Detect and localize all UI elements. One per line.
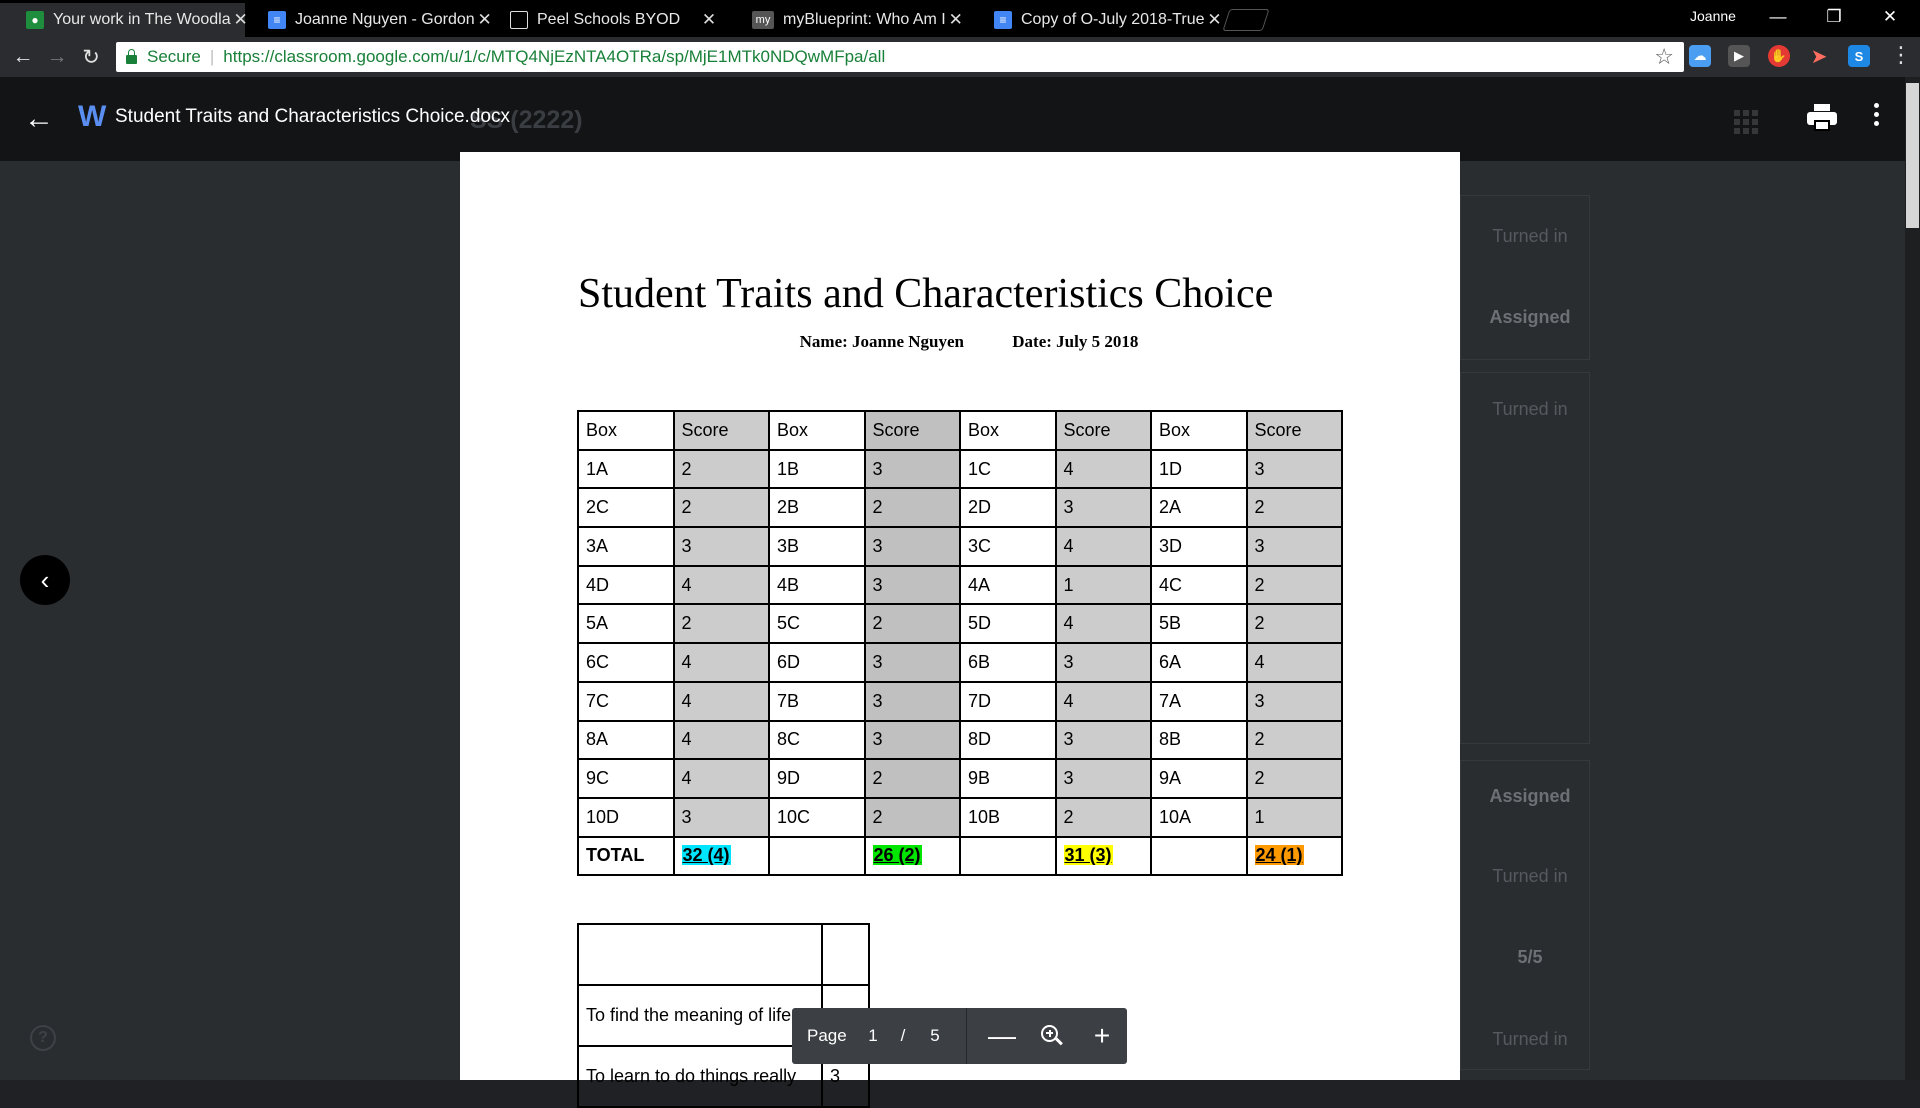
table-cell: 3 — [865, 527, 961, 566]
table-cell: 3D — [1151, 527, 1247, 566]
column-header: Box — [578, 411, 674, 450]
table-cell: 4B — [769, 566, 865, 605]
goal-value — [822, 924, 869, 985]
table-cell: 4D — [578, 566, 674, 605]
table-row — [578, 721, 1342, 760]
table-cell: 3 — [1056, 488, 1152, 527]
myblueprint-icon: my — [752, 11, 774, 29]
print-icon[interactable] — [1807, 104, 1837, 132]
table-cell: 2B — [769, 488, 865, 527]
goal-value: 3 — [822, 1046, 869, 1107]
share-extension-icon[interactable]: ➤ — [1810, 45, 1828, 68]
skype-extension-icon[interactable]: S — [1848, 45, 1870, 67]
tab-title: Your work in The Woodla — [53, 11, 231, 28]
table-cell: 1B — [769, 450, 865, 489]
table-cell: 1A — [578, 450, 674, 489]
secure-label: Secure — [147, 47, 201, 66]
status-text: Turned in — [1492, 866, 1568, 886]
student-name: Name: Joanne Nguyen — [799, 332, 964, 351]
table-cell: 4 — [674, 759, 770, 798]
docs-icon: ≡ — [994, 11, 1012, 29]
browser-toolbar — [0, 37, 1920, 77]
background-course-title: SS (2222) — [470, 106, 583, 134]
total-score: 31 (3) — [1064, 845, 1112, 866]
goal-label: To find the meaning of life — [578, 985, 822, 1046]
bookmark-star-icon[interactable]: ☆ — [1654, 44, 1674, 69]
close-icon[interactable]: ✕ — [477, 10, 492, 29]
table-cell: 3 — [1247, 527, 1343, 566]
table-cell: 3 — [1056, 721, 1152, 760]
page-label: Page — [807, 1026, 847, 1045]
table-cell: 10A — [1151, 798, 1247, 837]
total-score: 32 (4) — [682, 845, 730, 866]
empty-cell — [1151, 837, 1247, 876]
total-score-cell — [674, 837, 770, 876]
table-cell: 8D — [960, 721, 1056, 760]
browser-tab[interactable] — [726, 3, 971, 37]
table-cell: 2 — [1247, 604, 1343, 643]
status-text: Assigned — [1489, 786, 1571, 806]
table-cell: 4C — [1151, 566, 1247, 605]
window-close-icon[interactable]: ✕ — [1882, 7, 1898, 26]
empty-cell — [769, 837, 865, 876]
table-row — [578, 759, 1342, 798]
address-bar[interactable] — [116, 42, 1684, 72]
total-score: 24 (1) — [1255, 845, 1303, 866]
table-row — [578, 682, 1342, 721]
zoom-icon — [1041, 1025, 1063, 1047]
table-cell: 8B — [1151, 721, 1247, 760]
tab-title: Copy of O-July 2018-True — [1021, 11, 1205, 28]
total-score-cell — [1056, 837, 1152, 876]
table-row — [578, 604, 1342, 643]
tab-strip — [0, 0, 1920, 37]
table-row — [578, 798, 1342, 837]
status-text: Turned in — [1492, 226, 1568, 246]
table-row — [578, 450, 1342, 489]
table-cell: 3 — [865, 643, 961, 682]
table-cell: 3A — [578, 527, 674, 566]
table-cell: 4 — [674, 682, 770, 721]
total-row — [578, 837, 1342, 876]
plus-icon: + — [1093, 1020, 1111, 1051]
table-cell: 2 — [1056, 798, 1152, 837]
status-text: Turned in — [1492, 399, 1568, 419]
url-text[interactable]: https://classroom.google.com/u/1/c/MTQ4NjEzNTA4OTRa/sp/MjE1MTk0NDQwMFpa/all — [223, 47, 886, 66]
table-cell: 3 — [865, 721, 961, 760]
profile-name[interactable]: Joanne — [1690, 8, 1736, 24]
column-header: Score — [674, 411, 770, 450]
docs-icon: ≡ — [268, 11, 286, 29]
table-cell: 10D — [578, 798, 674, 837]
table-cell: 5C — [769, 604, 865, 643]
table-cell: 9C — [578, 759, 674, 798]
forward-arrow-icon[interactable]: → — [46, 45, 68, 68]
table-cell: 4A — [960, 566, 1056, 605]
zoom-in-button[interactable] — [1077, 1008, 1127, 1064]
table-cell: 2C — [578, 488, 674, 527]
table-cell: 5A — [578, 604, 674, 643]
table-cell: 10C — [769, 798, 865, 837]
table-cell: 2 — [865, 798, 961, 837]
table-row — [578, 924, 869, 985]
word-file-icon: W — [78, 100, 107, 133]
table-cell: 3 — [1056, 759, 1152, 798]
table-cell: 1D — [1151, 450, 1247, 489]
more-options-icon[interactable] — [1872, 103, 1882, 130]
new-tab-button[interactable] — [1222, 9, 1269, 31]
table-cell: 4 — [674, 721, 770, 760]
scrollbar-thumb[interactable] — [1906, 83, 1919, 228]
previous-file-button[interactable]: ‹ — [20, 555, 70, 605]
minus-icon: — — [988, 1020, 1016, 1051]
table-cell: 9A — [1151, 759, 1247, 798]
total-score-cell — [1247, 837, 1343, 876]
document-date: Date: July 5 2018 — [1012, 332, 1139, 351]
table-cell: 6B — [960, 643, 1056, 682]
table-row — [578, 527, 1342, 566]
score-table — [577, 410, 1343, 876]
table-header-row — [578, 411, 1342, 450]
browser-tab[interactable] — [484, 3, 729, 37]
table-cell: 9D — [769, 759, 865, 798]
back-arrow-icon[interactable]: ← — [12, 45, 34, 68]
current-page-number[interactable]: 1 — [868, 1026, 878, 1045]
column-header: Score — [865, 411, 961, 450]
table-cell: 5D — [960, 604, 1056, 643]
table-cell: 1C — [960, 450, 1056, 489]
column-header: Box — [960, 411, 1056, 450]
video-extension-icon[interactable]: ▶ — [1728, 45, 1750, 67]
document-meta — [460, 332, 1460, 352]
close-icon[interactable]: ✕ — [701, 10, 717, 29]
total-label: TOTAL — [578, 837, 674, 876]
table-row — [578, 643, 1342, 682]
browser-menu-icon[interactable]: ⋮ — [1890, 42, 1912, 67]
tab-title: Peel Schools BYOD — [537, 11, 681, 28]
table-cell: 4 — [1056, 450, 1152, 489]
tab-title: Joanne Nguyen - Gordon — [295, 11, 475, 28]
adblock-extension-icon[interactable]: ✋ — [1768, 45, 1790, 67]
table-cell: 2A — [1151, 488, 1247, 527]
table-cell: 2D — [960, 488, 1056, 527]
omnibox-divider: | — [209, 47, 215, 66]
status-text: Turned in — [1492, 1029, 1568, 1049]
table-cell: 2 — [1247, 759, 1343, 798]
browser-tab[interactable] — [0, 3, 248, 37]
help-icon[interactable]: ? — [30, 1025, 56, 1051]
browser-tab[interactable] — [242, 3, 492, 37]
table-cell: 3 — [1247, 682, 1343, 721]
minimize-icon[interactable]: — — [1769, 7, 1787, 26]
toolbar-divider — [966, 1008, 967, 1064]
table-cell: 6D — [769, 643, 865, 682]
table-cell: 2 — [1247, 721, 1343, 760]
table-cell: 4 — [1056, 604, 1152, 643]
table-row — [578, 566, 1342, 605]
zoom-fit-button[interactable] — [1027, 1008, 1077, 1064]
table-cell: 6A — [1151, 643, 1247, 682]
table-cell: 4 — [1056, 527, 1152, 566]
empty-cell — [960, 837, 1056, 876]
table-cell: 4 — [1056, 682, 1152, 721]
table-cell: 8C — [769, 721, 865, 760]
table-cell: 3 — [865, 450, 961, 489]
close-icon[interactable]: ✕ — [948, 10, 963, 29]
file-icon — [510, 11, 528, 29]
table-cell: 2 — [1247, 566, 1343, 605]
background-card — [1460, 195, 1590, 360]
table-cell: 4 — [1247, 643, 1343, 682]
browser-tab[interactable] — [968, 3, 1222, 37]
goal-label: To learn to do things really — [578, 1046, 822, 1107]
table-row — [578, 488, 1342, 527]
classroom-icon: ● — [26, 11, 44, 29]
table-cell: 2 — [674, 604, 770, 643]
table-cell: 4 — [674, 643, 770, 682]
apps-grid-icon[interactable] — [1734, 110, 1758, 134]
column-header: Score — [1056, 411, 1152, 450]
close-icon[interactable]: ✕ — [1207, 10, 1222, 29]
table-cell: 7D — [960, 682, 1056, 721]
status-text: 5/5 — [1517, 947, 1543, 967]
tab-title: myBlueprint: Who Am I — [783, 11, 946, 28]
table-cell: 5B — [1151, 604, 1247, 643]
reload-icon[interactable]: ↻ — [82, 45, 100, 69]
total-pages: 5 — [930, 1026, 940, 1045]
table-cell: 7A — [1151, 682, 1247, 721]
table-cell: 3 — [1056, 643, 1152, 682]
table-cell: 7B — [769, 682, 865, 721]
zoom-out-button[interactable] — [977, 1008, 1027, 1064]
lock-icon — [126, 55, 137, 64]
document-page — [460, 152, 1460, 1086]
column-header: Score — [1247, 411, 1343, 450]
table-cell: 8A — [578, 721, 674, 760]
page-toolbar — [792, 1008, 1127, 1064]
goal-label — [578, 924, 822, 985]
table-cell: 2 — [674, 488, 770, 527]
document-heading: Student Traits and Characteristics Choice — [578, 271, 1274, 317]
table-cell: 3C — [960, 527, 1056, 566]
table-cell: 10B — [960, 798, 1056, 837]
table-cell: 3B — [769, 527, 865, 566]
table-cell: 4 — [674, 566, 770, 605]
page-separator: / — [900, 1026, 906, 1045]
document-title: Student Traits and Characteristics Choice.docx — [115, 106, 510, 127]
table-cell: 2 — [865, 759, 961, 798]
column-header: Box — [769, 411, 865, 450]
table-cell: 3 — [865, 566, 961, 605]
table-cell: 3 — [865, 682, 961, 721]
table-cell: 3 — [674, 527, 770, 566]
table-cell: 6C — [578, 643, 674, 682]
restore-icon[interactable]: ❐ — [1826, 7, 1842, 26]
table-cell: 2 — [1247, 488, 1343, 527]
cloud-extension-icon[interactable]: ☁ — [1689, 45, 1711, 67]
total-score-cell — [865, 837, 961, 876]
table-cell: 1 — [1056, 566, 1152, 605]
status-text: Assigned — [1489, 307, 1571, 327]
close-viewer-arrow-icon[interactable]: ← — [24, 102, 54, 135]
column-header: Box — [1151, 411, 1247, 450]
close-icon[interactable]: ✕ — [233, 10, 248, 29]
table-cell: 2 — [865, 488, 961, 527]
table-cell: 2 — [865, 604, 961, 643]
table-cell: 3 — [1247, 450, 1343, 489]
background-card — [1460, 372, 1590, 744]
table-cell: 7C — [578, 682, 674, 721]
table-cell: 3 — [674, 798, 770, 837]
total-score: 26 (2) — [873, 845, 921, 866]
table-cell: 2 — [674, 450, 770, 489]
table-cell: 1 — [1247, 798, 1343, 837]
table-cell: 9B — [960, 759, 1056, 798]
